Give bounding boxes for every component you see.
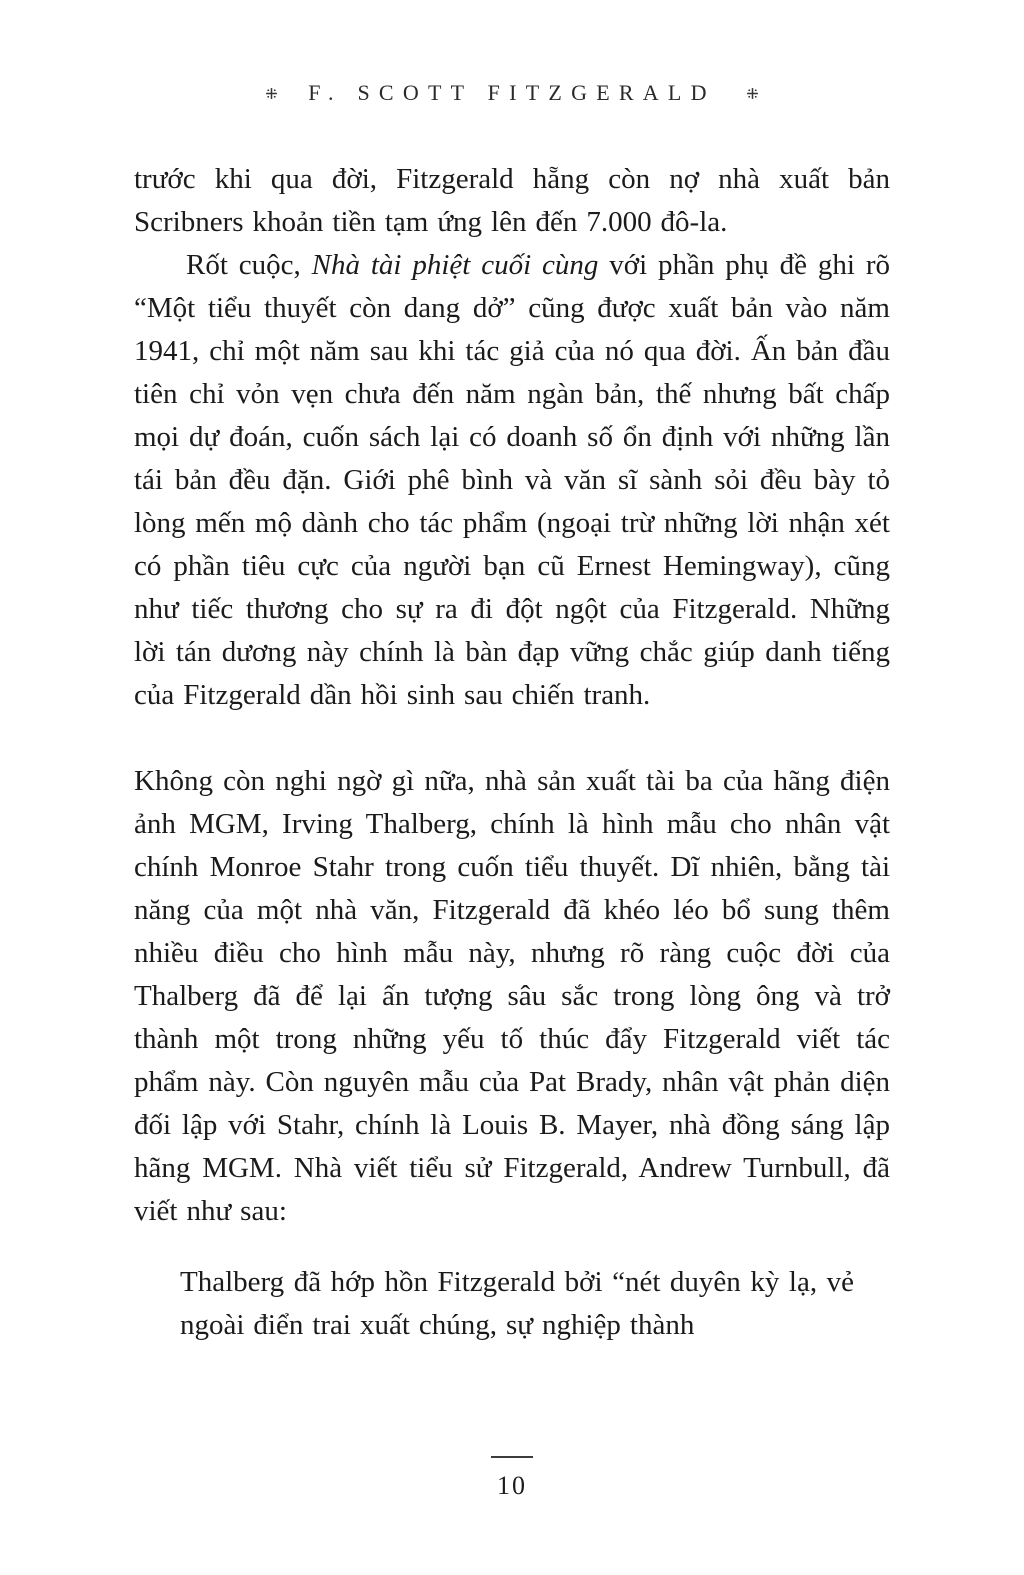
book-title: Nhà tài phiệt cuối cùng	[311, 249, 599, 281]
page-number: 10	[497, 1471, 527, 1500]
cross-ornament-icon	[265, 87, 278, 100]
paragraph-rest: với phần phụ đề ghi rõ “Một tiểu thuyết còn dang dở” cũng được xuất bản vào năm 1941, chỉ một năm sau khi tác giả của nó qua đời. Ấn bản đầu tiên chỉ vỏn vẹn chưa đến năm ngàn bản, thế nhưng bất chấp mọi dự đoán, cuốn sách lại có doanh số ổn định với những lần tái bản đều đặn. Giới phê bình và văn sĩ sành sỏi đều bày tỏ lòng mến mộ dành cho tác phẩm (ngoại trừ những lời nhận xét có phần tiêu cực của người bạn cũ Ernest Hemingway), cũng như tiếc thương cho sự ra đi đột ngột của Fitzgerald. Những lời tán dương này chính là bàn đạp vững chắc giúp danh tiếng của Fitzgerald dần hồi sinh sau chiến tranh.	[134, 249, 891, 711]
paragraph-lead: Rốt cuộc,	[186, 249, 312, 281]
footer-rule	[491, 1456, 533, 1458]
cross-ornament-icon	[746, 87, 759, 100]
paragraph	[134, 244, 890, 717]
paragraph-new-section: Không còn nghi ngờ gì nữa, nhà sản xuất tài ba của hãng điện ảnh MGM, Irving Thalberg, chính là hình mẫu cho nhân vật chính Monroe Stahr trong cuốn tiểu thuyết. Dĩ nhiên, bằng tài năng của một nhà văn, Fitzgerald đã khéo léo bổ sung thêm nhiều điều cho hình mẫu này, nhưng rõ ràng cuộc đời của Thalberg đã để lại ấn tượng sâu sắc trong lòng ông và trở thành một trong những yếu tố thúc đẩy Fitzgerald viết tác phẩm này. Còn nguyên mẫu của Pat Brady, nhân vật phản diện đối lập với Stahr, chính là Louis B. Mayer, nhà đồng sáng lập hãng MGM. Nhà viết tiểu sử Fitzgerald, Andrew Turnbull, đã viết như sau:	[134, 765, 890, 1227]
block-quote: Thalberg đã hớp hồn Fitzgerald bởi “nét duyên kỳ lạ, vẻ ngoài điển trai xuất chúng, sự nghiệp thành	[180, 1266, 854, 1341]
paragraph-continuation: trước khi qua đời, Fitzgerald hẵng còn nợ nhà xuất bản Scribners khoản tiền tạm ứng lên đến 7.000 đô-la.	[134, 163, 890, 238]
body-text	[134, 158, 890, 1347]
page-footer	[0, 1456, 1024, 1501]
running-header	[0, 80, 1024, 106]
running-header-title: F. SCOTT FITZGERALD	[308, 80, 716, 105]
